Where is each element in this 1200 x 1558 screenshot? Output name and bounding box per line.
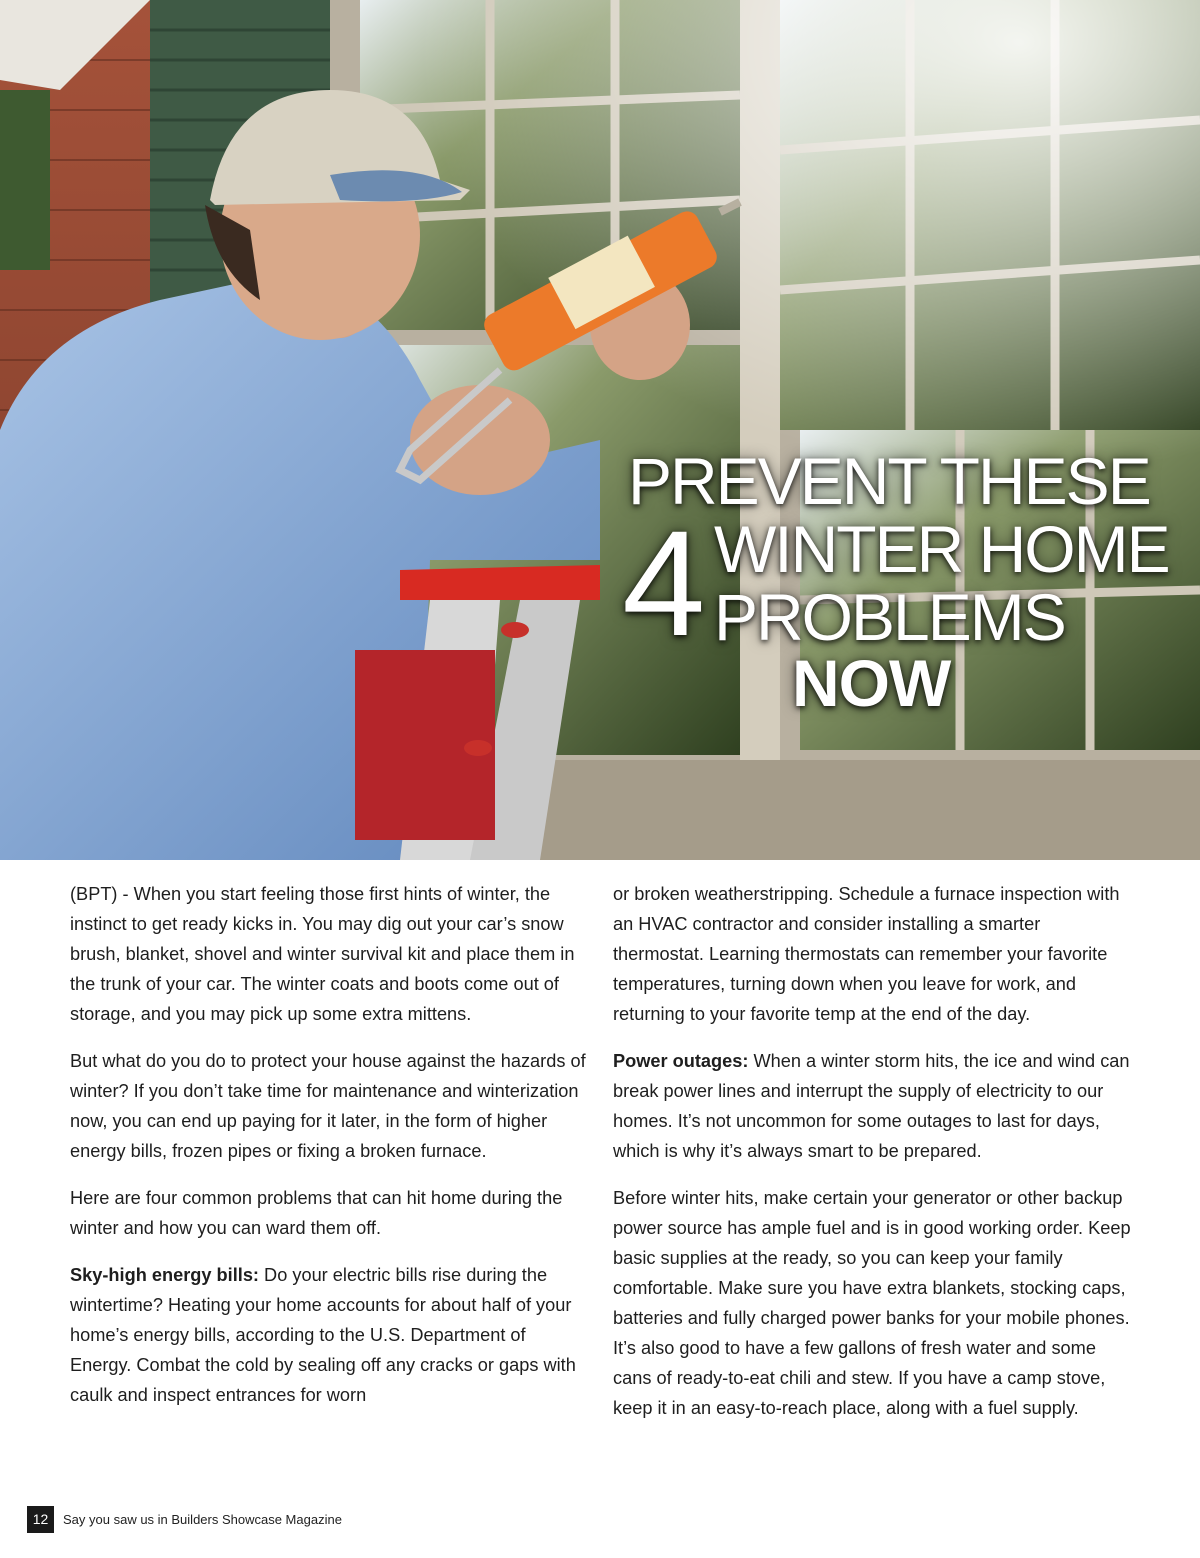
- headline-line-3: PROBLEMS: [714, 580, 1065, 654]
- headline-line-4: NOW: [792, 646, 951, 720]
- subheading-energy-bills: Sky-high energy bills:: [70, 1265, 259, 1285]
- paragraph-text: Do your electric bills rise during the wintertime? Heating your home accounts for about half of your home’s energy bills, according to the U.S. Department of Energy. Combat the cold by sealing off any cracks or gaps with caulk and inspect entrances for worn: [70, 1265, 576, 1405]
- article-column-right: [613, 879, 1133, 1440]
- paragraph-power-outages: [613, 1046, 1133, 1166]
- paragraph: Here are four common problems that can hit home during the winter and how you can ward them off.: [70, 1188, 563, 1238]
- worker-hand-lower: [410, 385, 550, 495]
- paragraph-energy-bills: [70, 1260, 590, 1410]
- paragraph-text: When a winter storm hits, the ice and wind can break power lines and interrupt the supply of electricity to our homes. It’s not uncommon for some outages to last for days, which is why it’s always smart to be prepared.: [613, 1051, 1130, 1161]
- paragraph: But what do you do to protect your house against the hazards of winter? If you don’t take time for maintenance and winterization now, you can end up paying for it later, in the form of higher energy bills, frozen pipes or fixing a broken furnace.: [70, 1051, 586, 1161]
- article-column-left: [70, 879, 590, 1427]
- headline-line-2: WINTER HOME: [714, 512, 1169, 586]
- footer-tagline: Say you saw us in Builders Showcase Magazine: [63, 1511, 342, 1527]
- headline-number: 4: [622, 499, 702, 667]
- paragraph: Before winter hits, make certain your generator or other backup power source has ample fuel and is in good working order. Keep basic supplies at the ready, so you can keep your family comfortable. Make sure you have extra blankets, stocking caps, batteries and fully charged power banks for your mobile phones. It’s also good to have a few gallons of fresh water and some cans of ready-to-eat chili and stew. If you have a camp stove, keep it in an easy-to-reach place, along with a fuel supply.: [613, 1188, 1131, 1418]
- paragraph: or broken weatherstripping. Schedule a furnace inspection with an HVAC contractor and consider installing a smarter thermostat. Learning thermostats can remember your favorite temperatures, turning down when you leave for work, and returning to your favorite temp at the end of the day.: [613, 884, 1120, 1024]
- page-number: 12: [27, 1506, 54, 1533]
- headline-line-1: PREVENT THESE: [628, 444, 1150, 518]
- page-footer: [27, 1504, 342, 1534]
- paragraph: (BPT) - When you start feeling those first hints of winter, the instinct to get ready kicks in. You may dig out your car’s snow brush, blanket, shovel and winter survival kit and place them in the trunk of your car. The winter coats and boots come out of storage, and you may pick up some extra mittens.: [70, 884, 575, 1024]
- subheading-power-outages: Power outages:: [613, 1051, 749, 1071]
